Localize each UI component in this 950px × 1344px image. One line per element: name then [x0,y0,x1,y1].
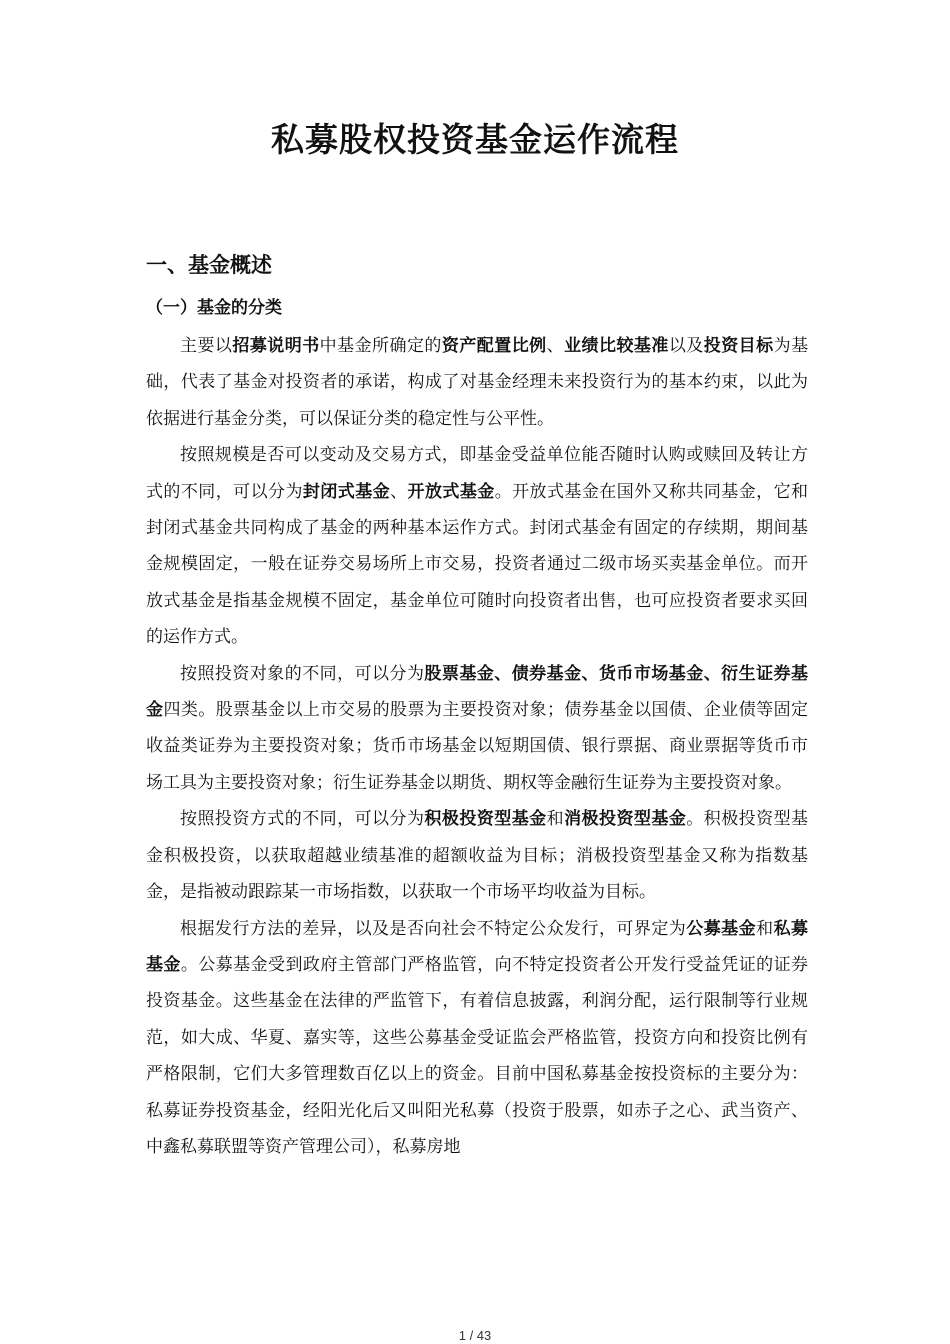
bold-term: 消极投资型基金 [564,809,687,830]
bold-term: 股票基金、债券基金、货币市场基金、衍生证券基金 [146,663,809,721]
bold-term: 资产配置比例 [441,336,547,356]
bold-term: 积极投资型基金 [424,809,547,830]
document-title: 私募股权投资基金运作流程 [271,120,679,159]
text-run: 以及 [668,336,704,356]
bold-term: 公募基金 [686,918,757,939]
paragraph-public-private-funds [146,911,808,1166]
bold-term: 封闭式基金 [302,481,391,502]
text-run: 。开放式基金在国外又称共同基金，它和封闭式基金共同构成了基金的两种基本运作方式。封闭式基金有固定的存续期，期间基金规模固定，一般在证券交易场所上市交易，投资者通过二级市场买卖基金单位。而开放式基金是指基金规模不固定，基金单位可随时向投资者出售，也可应投资者要求买回的运作方式。 [146,481,809,648]
text-run: 中基金所确定的 [319,336,442,356]
text-run: 按照投资对象的不同，可以分为 [180,663,425,684]
text-run: 、 [546,336,565,356]
bold-term: 投资目标 [703,336,774,356]
text-run: 按照规模是否可以变动及交易方式，即基金受益单位能否随时认购或赎回及转让方式的不同，可以分为 [146,445,808,502]
bold-term: 私募基金 [146,918,809,975]
text-run: 根据发行方法的差异，以及是否向社会不特定公众发行，可界定为 [180,918,687,939]
page-number: 1 / 43 [458,1328,492,1343]
paragraph-investment-style [146,801,808,910]
text-run: 主要以 [180,336,233,356]
bold-term: 开放式基金 [407,481,495,502]
paragraph-closed-open-funds [146,437,808,655]
subsection-heading: （一）基金的分类 [146,298,282,318]
text-run: 四类。股票基金以上市交易的股票为主要投资对象；债券基金以国债、企业债等固定收益类证券为主要投资对象；货币市场基金以短期国债、银行票据、商业票据等货币市场工具为主要投资对象；衍生证券基金以期货、期权等金融衍生证券为主要投资对象。 [146,700,809,793]
text-run: 为基础，代表了基金对投资者的承诺，构成了对基金经理未来投资行为的基本约束，以此为依据进行基金分类，可以保证分类的稳定性与公平性。 [146,336,809,429]
section-heading: 一、基金概述 [146,252,272,277]
text-run: 按照投资方式的不同，可以分为 [180,809,425,830]
paragraph-investment-objects [146,656,808,802]
text-run: 。积极投资型基金积极投资，以获取超越业绩基准的超额收益为目标；消极投资型基金又称为指数基金，是指被动跟踪某一市场指数，以获取一个市场平均收益为目标。 [146,809,809,903]
text-run: 、 [390,481,408,502]
body-text [146,328,808,1165]
bold-term: 业绩比较基准 [564,336,669,356]
text-run: 和 [546,809,565,830]
paragraph-classification-basis [146,328,808,437]
text-run: 和 [756,918,774,939]
text-run: 。公募基金受到政府主管部门严格监管，向不特定投资者公开发行受益凭证的证券投资基金。这些基金在法律的严监管下，有着信息披露，利润分配，运行限制等行业规范，如大成、华夏、嘉实等，这些公募基金受证监会严格监管，投资方向和投资比例有严格限制，它们大多管理数百亿以上的资金。目前中国私募基金按投资标的主要分为：私募证券投资基金，经阳光化后又叫阳光私募（投资于股票，如赤子之心、武当资产、中鑫私募联盟等资产管理公司），私募房地 [146,954,809,1157]
bold-term: 招募说明书 [232,336,320,356]
